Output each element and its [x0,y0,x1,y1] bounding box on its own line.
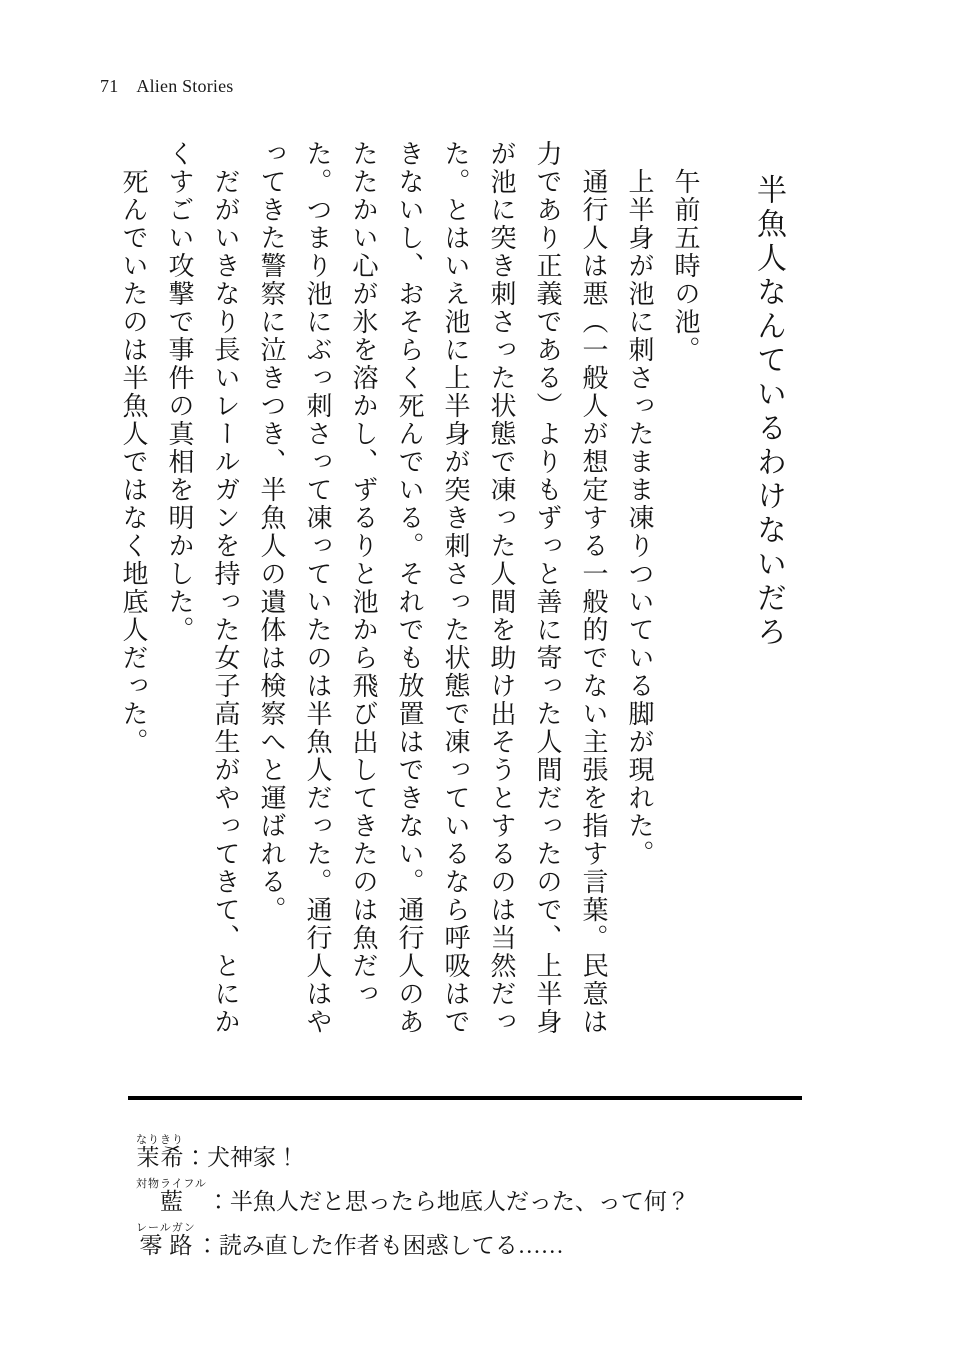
story-paragraph: 上半身が池に刺さったまま凍りついている脚が現れた。 [625,168,654,868]
dialogue-line [136,1222,690,1266]
story-paragraph: 死んでいたのは半魚人ではなく地底人だった。 [119,168,148,756]
speaker-furigana: 対物ライフル [136,1178,207,1190]
speaker-name [136,1134,184,1172]
dialogue-text: ：読み直した作者も困惑してる…… [195,1233,564,1258]
story-body [110,140,788,1040]
speaker-name-text: 茉希 [136,1145,184,1170]
story-title: 半魚人なんているわけないだろ [752,174,785,650]
speaker-furigana: なりきり [136,1134,184,1146]
dialogue-line [136,1178,690,1222]
running-header [100,76,234,97]
page-number: 71 [100,76,119,96]
dialogue-text: ：半魚人だと思ったら地底人だった、って何？ [206,1189,690,1214]
story-paragraph: だがいきなり長いレールガンを持った女子高生がやってきて、とにかくすごい攻撃で事件の真相を明かした。 [165,140,240,1036]
dialogue-text: ：犬神家！ [184,1145,299,1170]
story-paragraph: 午前五時の池。 [671,168,700,364]
dialogue-line [136,1134,690,1178]
speaker-name-text: 藍 [136,1189,207,1214]
speaker-name [136,1222,196,1260]
speaker-furigana: レールガン [136,1222,196,1234]
footer-divider-rule [128,1096,802,1100]
running-title: Alien Stories [136,76,234,96]
story-paragraph: 通行人は悪（一般人が想定する一般的でない主張を指す言葉。民意は力であり正義である）よりもずっと善に寄った人間だったので、上半身が池に突き刺さった状態で凍った人間を助け出そうとするのは当然だった。とはいえ池に上半身が突き刺さった状態で凍っているなら呼吸はできないし、おそらく死んでいる。それでも放置はできない。通行人のあたたかい心が氷を溶かし、ずるりと池から飛び出してきたのは魚だった。つまり池にぶっ刺さって凍っていたのは半魚人だった。通行人はやってきた警察に泣きつき、半魚人の遺体は検察へと運ばれる。 [257,140,608,1036]
speaker-name-text: 零路 [136,1233,196,1258]
speaker-name [136,1178,207,1216]
footer-dialogue [136,1134,690,1266]
